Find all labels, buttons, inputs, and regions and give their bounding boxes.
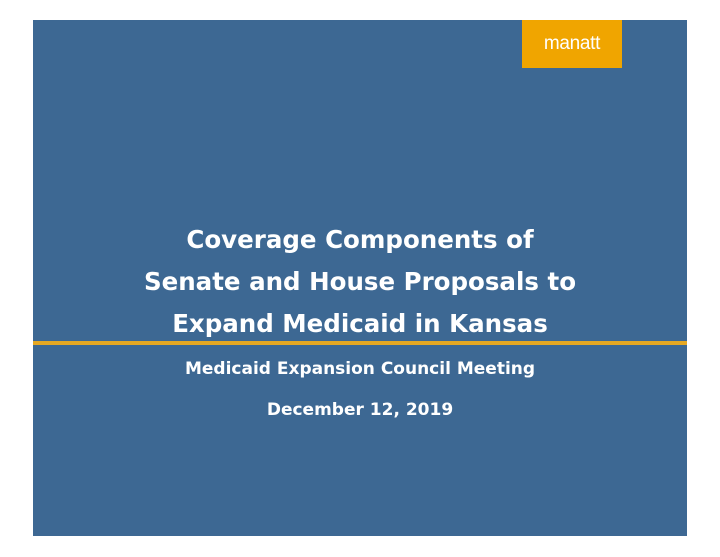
title-line-2: Senate and House Proposals to	[143, 267, 577, 296]
title-line-1: Coverage Components of	[186, 225, 534, 254]
title-line-3: Expand Medicaid in Kansas	[172, 309, 548, 338]
manatt-logo	[522, 20, 622, 68]
logo-text: manatt	[543, 33, 601, 54]
subtitle: Medicaid Expansion Council Meeting	[184, 359, 536, 379]
meeting-date: December 12, 2019	[266, 400, 454, 420]
divider-line	[33, 341, 687, 345]
slide-title	[33, 219, 687, 345]
